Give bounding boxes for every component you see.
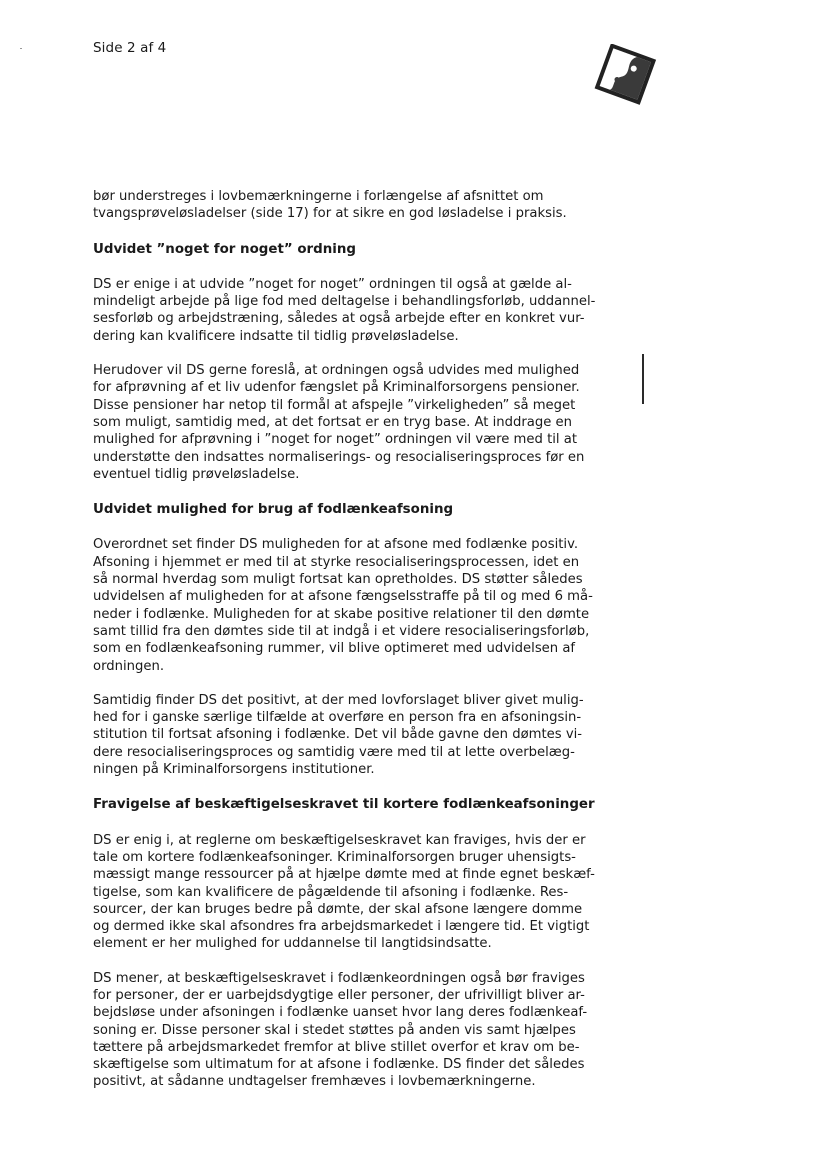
text-line: så normal hverdag som muligt fortsat kan opretholdes. DS støtter således xyxy=(93,572,583,588)
text-line: DS mener, at beskæftigelseskravet i fodlænkeordningen også bør fraviges xyxy=(93,970,585,986)
margin-revision-bar xyxy=(642,354,644,404)
text-line: tættere på arbejdsmarkedet fremfor at blive stillet overfor et krav om be- xyxy=(93,1039,580,1055)
text-line: Afsoning i hjemmet er med til at styrke resocialiseringsprocessen, idet en xyxy=(93,554,580,570)
document-body xyxy=(93,188,633,1091)
text-line: Disse pensioner har netop til formål at afspejle ”virkeligheden” så meget xyxy=(93,397,576,413)
block-spacer xyxy=(93,223,633,241)
body-paragraph xyxy=(93,536,633,674)
text-line: hed for i ganske særlige tilfælde at overføre en person fra en afsoningsin- xyxy=(93,710,582,726)
text-line: Herudover vil DS gerne foreslå, at ordningen også udvides med mulighed xyxy=(93,363,580,379)
text-line: samt tillid fra den dømtes side til at indgå i et videre resocialiseringsforløb, xyxy=(93,623,590,639)
text-line: som muligt, samtidig med, at det fortsat er en tryg base. At inddrage en xyxy=(93,414,573,430)
text-line: dere resocialiseringsproces og samtidig være med til at lette overbelæg- xyxy=(93,744,575,760)
text-line: Udvidet mulighed for brug af fodlænkeafsoning xyxy=(93,502,454,518)
text-line: tale om kortere fodlænkeafsoninger. Kriminalforsorgen bruger uhensigts- xyxy=(93,849,576,865)
text-line: Overordnet set finder DS muligheden for at afsone med fodlænke positiv. xyxy=(93,537,579,553)
text-line: for afprøvning af et liv udenfor fængslet på Kriminalforsorgens pensioner. xyxy=(93,380,580,396)
body-paragraph xyxy=(93,832,633,953)
body-paragraph xyxy=(93,362,633,483)
scan-speck xyxy=(20,48,22,49)
text-line: positivt, at sådanne undtagelser fremhæves i lovbemærkningerne. xyxy=(93,1074,536,1090)
body-paragraph xyxy=(93,692,633,778)
text-line: Fravigelse af beskæftigelseskravet til kortere fodlænkeafsoninger xyxy=(93,797,595,813)
text-line: sourcer, der kan bruges bedre på dømte, der skal afsone længere domme xyxy=(93,901,583,917)
text-line: udvidelsen af muligheden for at afsone fængselsstraffe på til og med 6 må- xyxy=(93,589,593,605)
text-line: mindeligt arbejde på lige fod med deltagelse i behandlingsforløb, uddannel- xyxy=(93,294,596,310)
text-line: mæssigt mange ressourcer på at hjælpe dømte med at finde egnet beskæf- xyxy=(93,867,595,883)
text-line: tvangsprøveløsladelser (side 17) for at sikre en god løsladelse i praksis. xyxy=(93,206,567,222)
text-line: tigelse, som kan kvalificere de pågældende til afsoning i fodlænke. Res- xyxy=(93,884,569,900)
body-paragraph xyxy=(93,970,633,1091)
text-line: dering kan kvalificere indsatte til tidlig prøveløsladelse. xyxy=(93,328,459,344)
text-line: mulighed for afprøvning i ”noget for noget” ordningen vil være med til at xyxy=(93,432,578,448)
text-line: soning er. Disse personer skal i stedet støttes på anden vis samt hjælpes xyxy=(93,1022,576,1038)
body-paragraph xyxy=(93,276,633,345)
text-line: skæftigelse som ultimatum for at afsone i fodlænke. DS finder det således xyxy=(93,1057,585,1073)
text-line: understøtte den indsattes normaliserings- og resocialiseringsproces før en xyxy=(93,449,585,465)
text-line: for personer, der er uarbejdsdygtige eller personer, der ufrivilligt bliver ar- xyxy=(93,987,585,1003)
text-line: Samtidig finder DS det positivt, at der med lovforslaget bliver givet mulig- xyxy=(93,692,584,708)
block-spacer xyxy=(93,675,633,692)
block-spacer xyxy=(93,345,633,362)
text-line: Udvidet ”noget for noget” ordning xyxy=(93,241,356,257)
text-line: ningen på Kriminalforsorgens institutioner. xyxy=(93,762,375,778)
text-line: DS er enige i at udvide ”noget for noget” ordningen til også at gælde al- xyxy=(93,276,572,292)
text-line: og dermed ikke skal afsondres fra arbejdsmarkedet i længere tid. Et vigtigt xyxy=(93,919,590,935)
text-line: element er her mulighed for uddannelse til langtidsindsatte. xyxy=(93,936,492,952)
section-heading xyxy=(93,796,633,813)
section-heading xyxy=(93,241,633,258)
block-spacer xyxy=(93,483,633,501)
text-line: eventuel tidlig prøveløsladelse. xyxy=(93,466,300,482)
block-spacer xyxy=(93,518,633,536)
text-line: som en fodlænkeafsoning rummer, vil blive optimeret med udvidelsen af xyxy=(93,641,576,657)
section-heading xyxy=(93,501,633,518)
page-number: Side 2 af 4 xyxy=(93,40,167,56)
block-spacer xyxy=(93,953,633,970)
block-spacer xyxy=(93,778,633,796)
text-line: neder i fodlænke. Muligheden for at skabe positive relationer til den dømte xyxy=(93,606,590,622)
body-paragraph xyxy=(93,188,633,223)
text-line: sesforløb og arbejdstræning, således at også arbejde efter en konkret vur- xyxy=(93,311,585,327)
block-spacer xyxy=(93,258,633,276)
text-line: bejdsløse under afsoningen i fodlænke uanset hvor lang deres fodlænkeaf- xyxy=(93,1005,588,1021)
text-line: ordningen. xyxy=(93,658,165,674)
block-spacer xyxy=(93,814,633,832)
text-line: bør understreges i lovbemærkningerne i forlængelse af afsnittet om xyxy=(93,189,544,204)
text-line: stitution til fortsat afsoning i fodlænke. Det vil både gavne den dømtes vi- xyxy=(93,727,583,743)
text-line: DS er enig i, at reglerne om beskæftigelseskravet kan fraviges, hvis der er xyxy=(93,832,586,848)
organization-logo-icon xyxy=(592,44,658,106)
